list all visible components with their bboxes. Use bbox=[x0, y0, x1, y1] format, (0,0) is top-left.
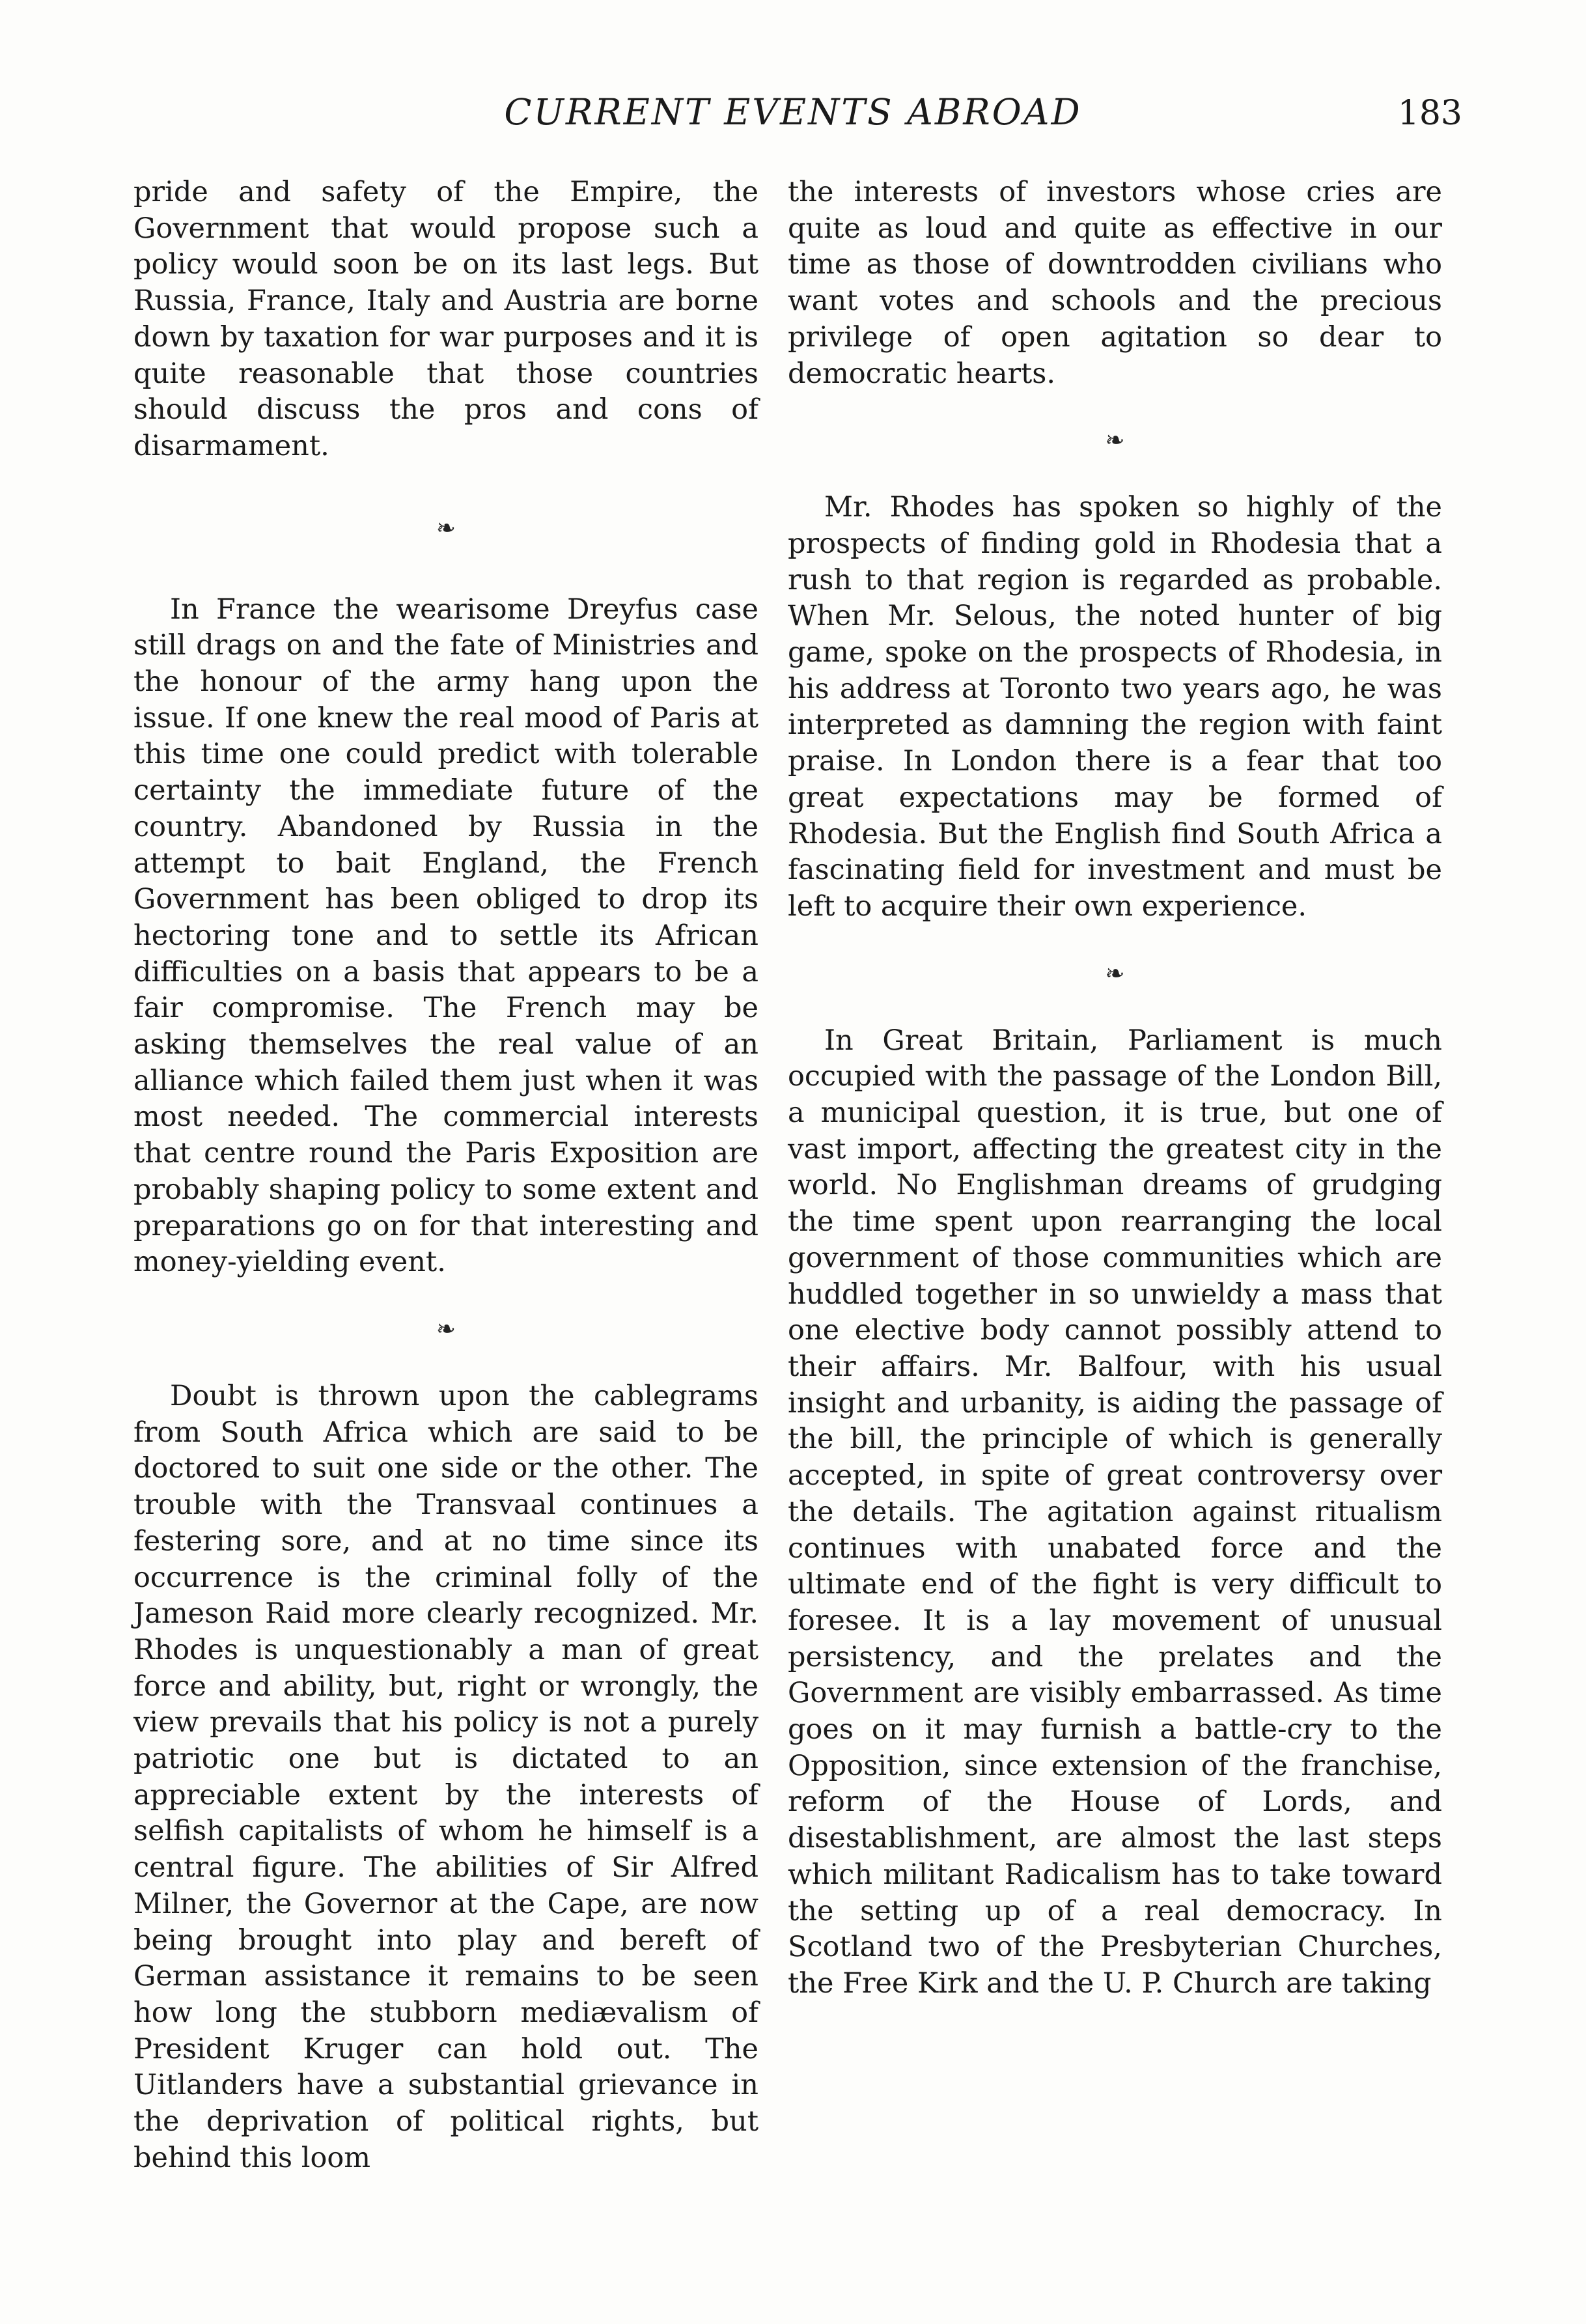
paragraph-france: In France the wearisome Dreyfus case still drags on and the fate of Ministries and the honour of the army hang upon the issue. If one knew the real mood of Paris at this time one could predict with tolerable certainty the immediate future of the country. Abandoned by Russia in the attempt to bait England, the French Government has been obliged to drop its hectoring tone and to settle its African difficulties on a basis that appears to be a fair compromise. The French may be asking themselves the real value of an alliance which failed them just when it was most needed. The commercial interests that centre round the Paris Exposition are probably shaping policy to some extent and preparations go on for that interesting and money-yielding event. bbox=[133, 593, 758, 1279]
section-ornament-icon: ❧ bbox=[1105, 960, 1125, 987]
running-title: CURRENT EVENTS ABROAD bbox=[504, 91, 1082, 133]
right-column bbox=[788, 175, 1442, 2002]
section-ornament-icon: ❧ bbox=[436, 514, 456, 542]
paragraph-rhodesia: Mr. Rhodes has spoken so highly of the prospects of finding gold in Rhodesia that a rush to that region is regarded as probable. When Mr. Selous, the noted hunter of big game, spoke on the prospects of Rhodesia, in his address at Toronto two years ago, he was interpreted as damning the region with faint praise. In London there is a fear that too great expectations may be formed of Rhodesia. But the English find South Africa a fascinating field for investment and must be left to acquire their own experience. bbox=[788, 491, 1442, 923]
paragraph-south-africa: Doubt is thrown upon the cablegrams from South Africa which are said to be doctored to suit one side or the other. The trouble with the Transvaal continues a festering sore, and at no time since its occurrence is the criminal folly of the Jameson Raid more clearly recognized. Mr. Rhodes is unquestionably a man of great force and ability, but, right or wrongly, the view prevails that his policy is not a purely patriotic one but is dictated to an appreciable extent by the interests of selfish capitalists of whom he himself is a central figure. The abilities of Sir Alfred Milner, the Governor at the Cape, are now being brought into play and bereft of German assistance it remains to be seen how long the stubborn mediævalism of President Kruger can hold out. The Uitlanders have a substantial grievance in the deprivation of political rights, but behind this loom bbox=[133, 1379, 758, 2174]
paragraph-great-britain: In Great Britain, Parliament is much occupied with the passage of the London Bill, a municipal question, it is true, but one of vast import, affecting the greatest city in the world. No Englishman dreams of grudging the time spent upon rearranging the local government of those communities which are huddled together in so unwieldy a mass that one elective body cannot possibly attend to their affairs. Mr. Balfour, with his usual insight and urbanity, is aiding the passage of the bill, the principle of which is generally accepted, in spite of great controversy over the details. The agitation against ritualism continues with unabated force and the ultimate end of the fight is very difficult to foresee. It is a lay movement of unusual persistency, and the prelates and the Government are visibly embarrassed. As time goes on it may furnish a battle-cry to the Opposition, since extension of the franchise, reform of the House of Lords, and disestablishment, are almost the last steps which militant Radicalism has to take toward the setting up of a real democracy. In Scotland two of the Presbyterian Churches, the Free Kirk and the U. P. Church are taking bbox=[788, 1024, 1442, 2000]
paragraph-investors: the interests of investors whose cries are quite as loud and quite as effective in our time as those of downtrodden civilians who want votes and schools and the precious privilege of open agitation so dear to democratic hearts. bbox=[788, 176, 1442, 390]
section-ornament-icon: ❧ bbox=[436, 1315, 456, 1343]
section-ornament-icon: ❧ bbox=[1105, 427, 1125, 455]
page-header bbox=[0, 91, 1586, 143]
left-column bbox=[133, 175, 758, 2176]
paragraph-disarmament: pride and safety of the Empire, the Government that would propose such a policy would soon be on its last legs. But Russia, France, Italy and Austria are borne down by taxation for war purposes and it is quite reasonable that those countries should discuss the pros and cons of disarmament. bbox=[133, 176, 758, 462]
page-number: 183 bbox=[1397, 94, 1462, 133]
